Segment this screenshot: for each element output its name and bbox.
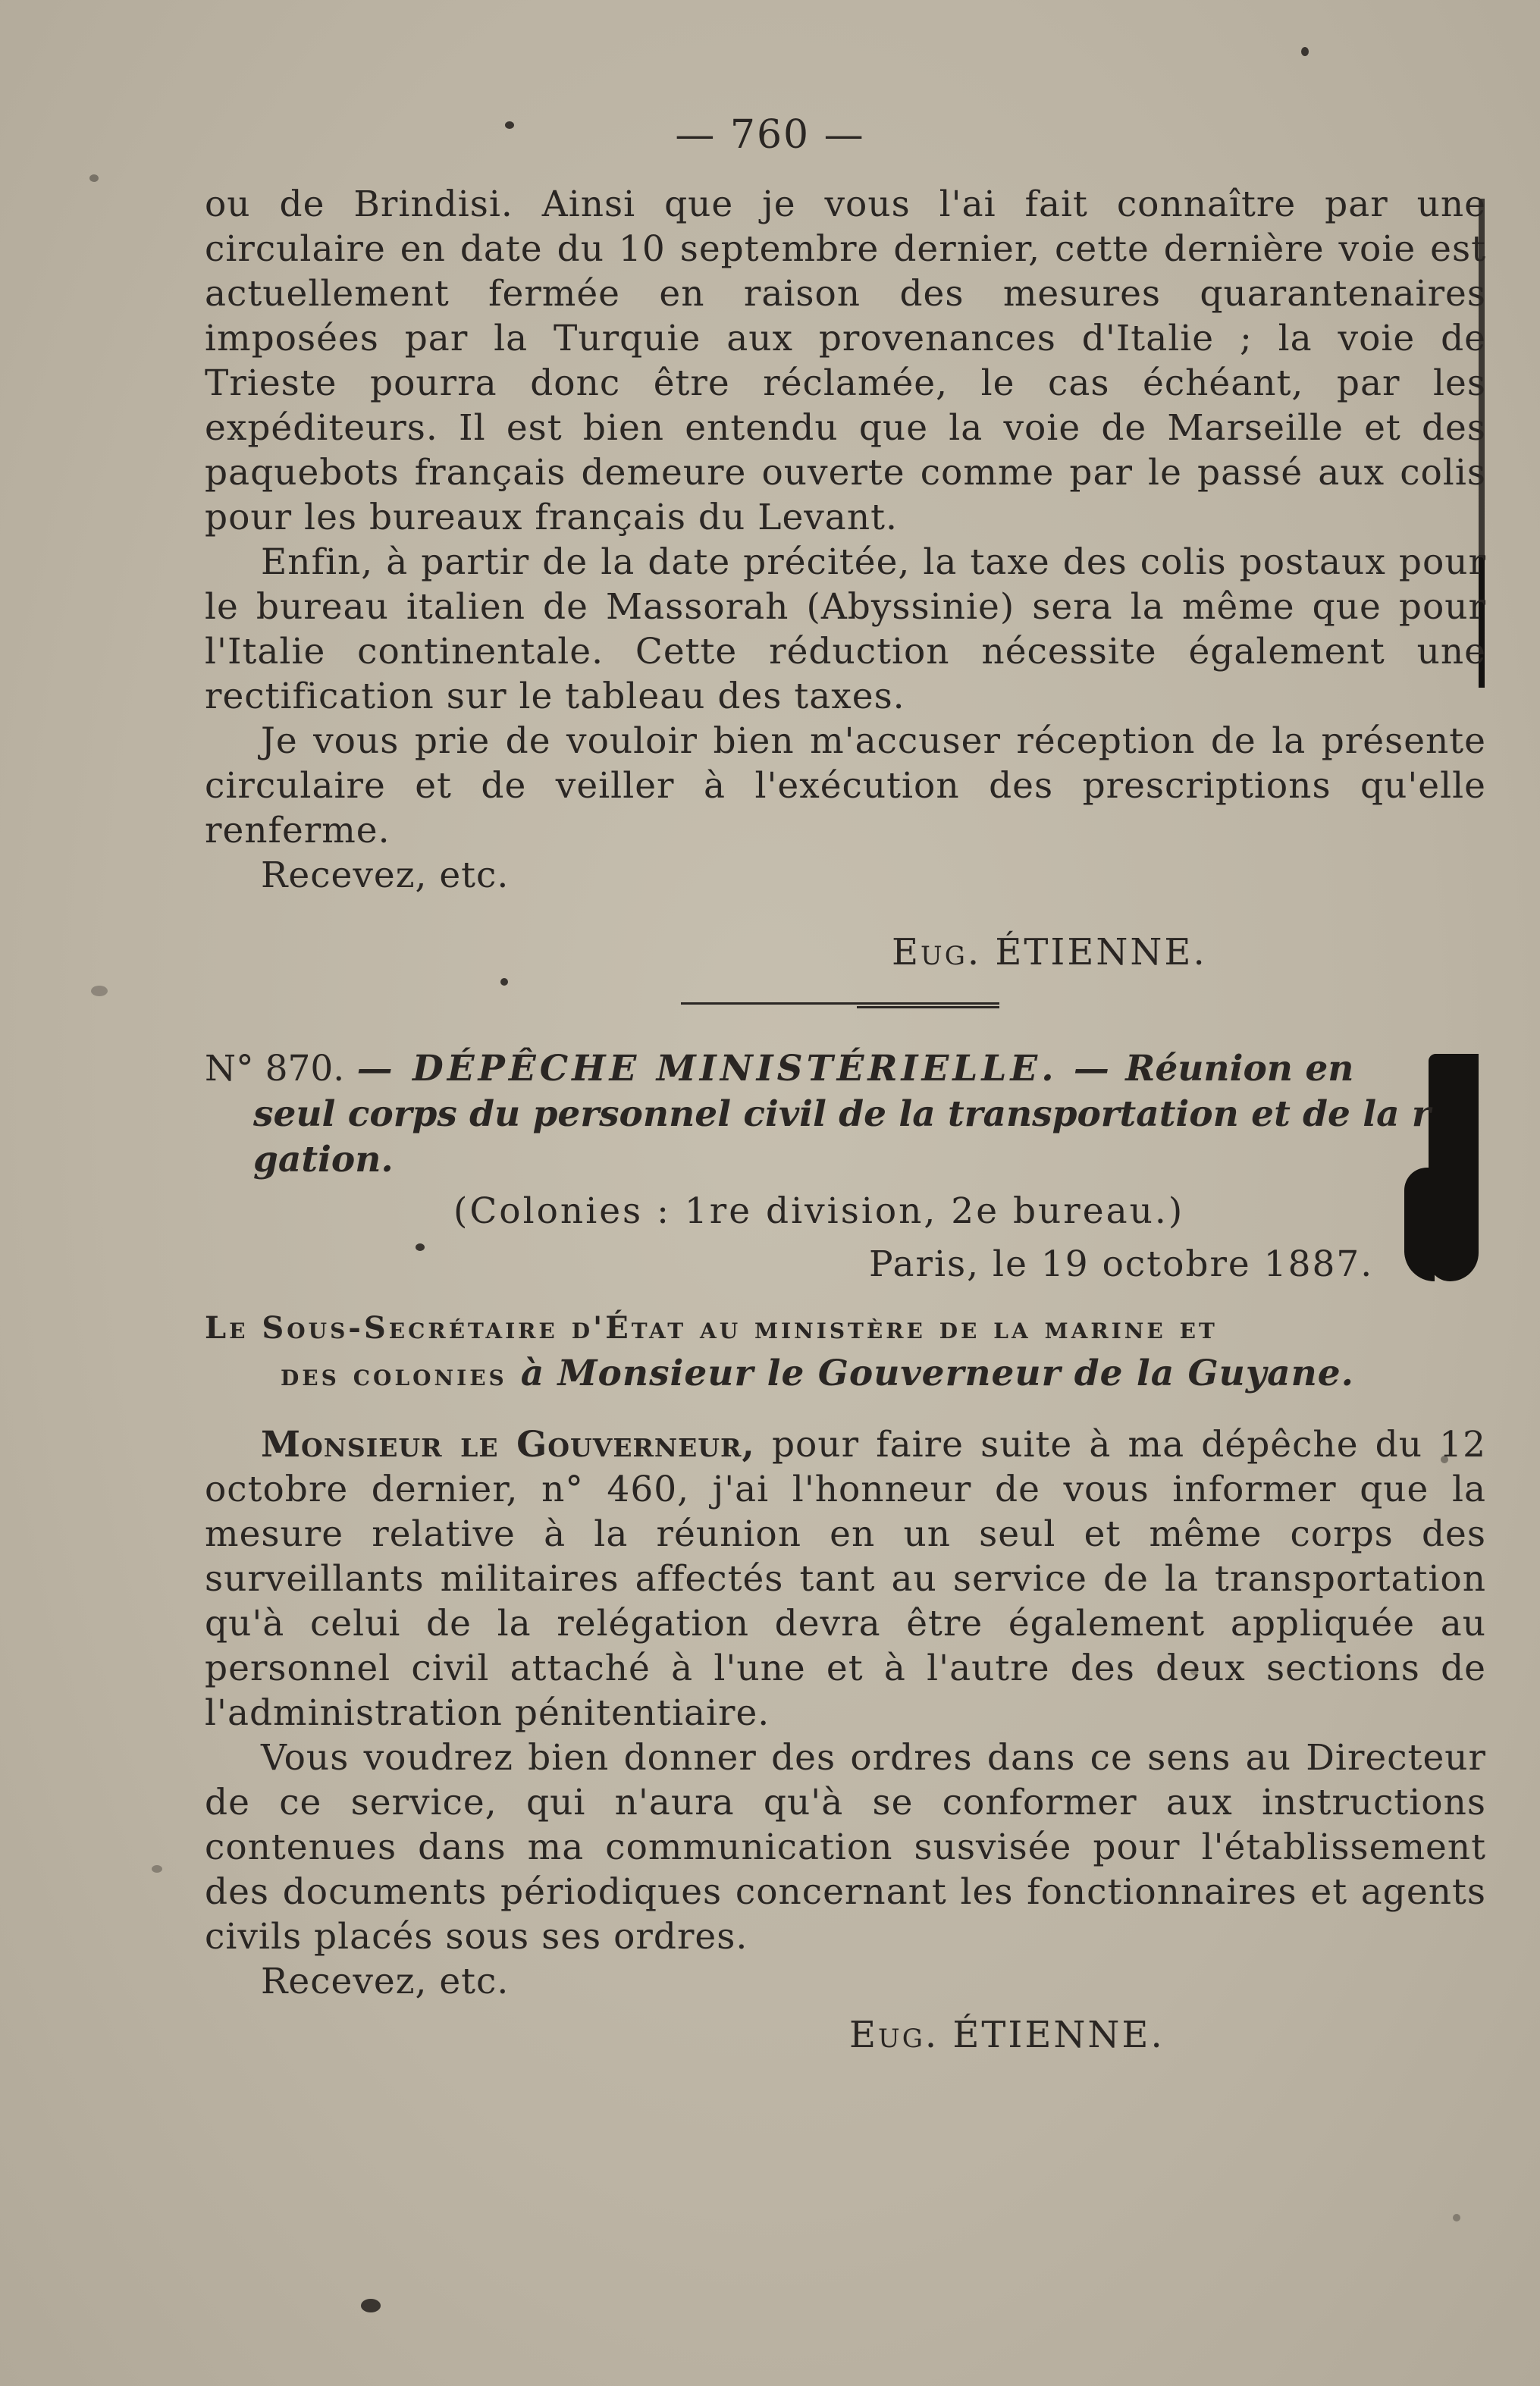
circular-signature: Eug. ÉTIENNE. xyxy=(892,931,1207,974)
depeche-number: N° 870. xyxy=(205,1048,345,1090)
depeche-subject: gation. xyxy=(253,1139,394,1180)
scan-speck xyxy=(361,2299,381,2312)
scan-speck xyxy=(1301,47,1309,56)
page-edge-shadow xyxy=(1404,1168,1435,1281)
depeche-paragraph: pour faire suite à ma dépêche du 12 octobre dernier, n° 460, j'ai l'honneur de vous informer que la mesure relative à la réunion en un seul et même corps des surveillants militaires affectés tant au service de la transportation qu'à celui de la relégation devra être également appliquée au personnel civil attaché à l'une et à l'autre des deux sections de l'administration pénitentiaire. xyxy=(205,1424,1486,1734)
office-line: (Colonies : 1re division, 2e bureau.) xyxy=(453,1190,1185,1232)
depeche-signature: Eug. ÉTIENNE. xyxy=(849,2014,1165,2056)
salutation: Monsieur le Gouverneur, xyxy=(261,1424,755,1466)
circular-paragraph: ou de Brindisi. Ainsi que je vous l'ai fait connaître par une circulaire en date du 10 septembre dernier, cette dernière voie est actuellement fermée en raison des mesures quarantenaires imposées par la Turquie aux provenances d'Italie ; la voie de Trieste pourra donc être réclamée, le cas échéant, par les expéditeurs. Il est bien entendu que la voie de Marseille et des paquebots français demeure ouverte comme par le passé aux colis pour les bureaux français du Levant. xyxy=(205,183,1486,538)
scan-speck xyxy=(152,1865,162,1873)
section-separator xyxy=(681,1002,999,1005)
scan-speck xyxy=(91,986,108,996)
depeche-subject: Réunion en xyxy=(1125,1048,1354,1090)
depeche-subject: seul corps du personnel civil de la transportation et de la r xyxy=(253,1093,1431,1135)
address-block xyxy=(205,1306,1486,1398)
depeche-closing: Recevez, etc. xyxy=(261,1961,510,2002)
scan-speck xyxy=(1453,2214,1460,2221)
circular-paragraph: Je vous prie de vouloir bien m'accuser réception de la présente circulaire et de veiller à l'exécution des prescriptions qu'elle renferme. xyxy=(205,720,1486,851)
place-date: Paris, le 19 octobre 1887. xyxy=(869,1243,1374,1285)
circular-paragraph: Enfin, à partir de la date précitée, la taxe des colis postaux pour le bureau italien de Massorah (Abyssinie) sera la même que pour l'Italie continentale. Cette réduction nécessite également une rectification sur le tableau des taxes. xyxy=(205,541,1486,717)
circular-closing: Recevez, etc. xyxy=(261,854,510,896)
page-number: — 760 — xyxy=(675,112,865,158)
depeche-heading xyxy=(205,1046,1456,1183)
depeche-body xyxy=(205,1422,1486,2004)
address-sender: des colonies xyxy=(281,1357,507,1393)
address-recipient: à Monsieur le Gouverneur de la Guyane. xyxy=(520,1353,1355,1394)
depeche-paragraph: Vous voudrez bien donner des ordres dans ce sens au Directeur de ce service, qui n'aura qu'à se conformer aux instructions contenues dans ma communication susvisée pour l'établissement des documents périodiques concernant les fonctionnaires et agents civils placés sous ses ordres. xyxy=(205,1737,1486,1958)
scan-speck xyxy=(89,174,99,182)
scan-speck xyxy=(500,978,508,986)
section-separator xyxy=(857,1006,999,1008)
address-sender: Le Sous-Secrétaire d'État au ministère de la marine et xyxy=(205,1310,1218,1346)
scan-speck xyxy=(416,1243,425,1251)
depeche-title: — DÉPÊCHE MINISTÉRIELLE. — xyxy=(356,1048,1113,1090)
circular-body xyxy=(205,182,1486,898)
